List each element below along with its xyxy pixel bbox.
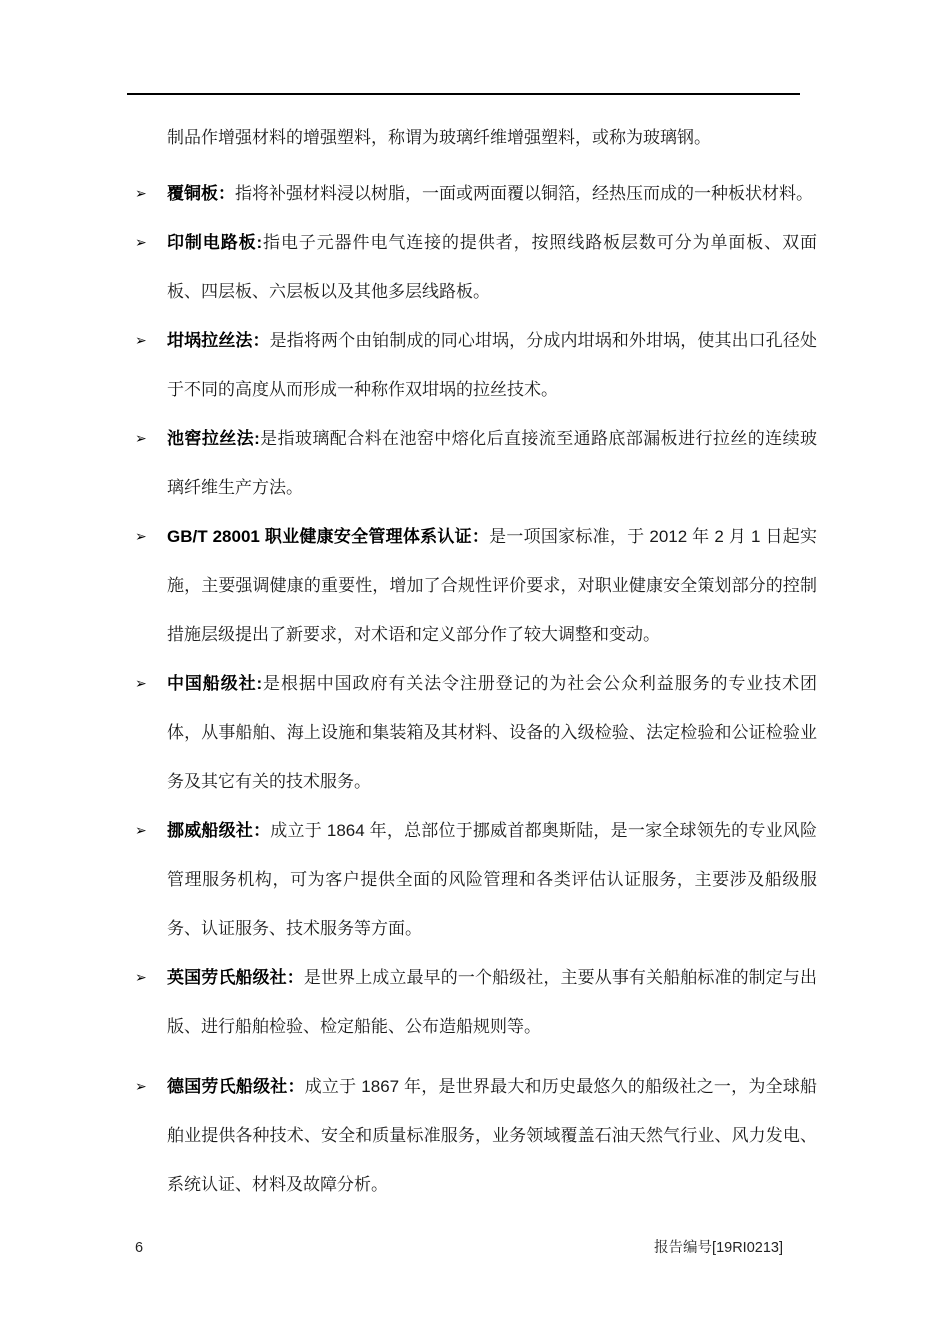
page-footer [135, 1236, 783, 1260]
arrow-bullet-icon: ➢ [135, 185, 147, 201]
glossary-item [135, 1062, 817, 1209]
glossary-term: 挪威船级社： [167, 821, 271, 840]
glossary-term: 英国劳氏船级社： [167, 968, 304, 987]
arrow-bullet-icon: ➢ [135, 675, 147, 691]
glossary-definition: 是世界上成立最早的一个船级社，主要从事有关船舶标准的制定与出版、进行船舶检验、检定船能、公布造船规则等。 [167, 968, 818, 1036]
glossary-definition: 是指玻璃配合料在池窑中熔化后直接流至通路底部漏板进行拉丝的连续玻璃纤维生产方法。 [167, 429, 817, 497]
glossary-term: 德国劳氏船级社： [167, 1077, 305, 1096]
glossary-definition: 指电子元器件电气连接的提供者，按照线路板层数可分为单面板、双面板、四层板、六层板以及其他多层线路板。 [167, 233, 817, 301]
glossary-term: 覆铜板： [167, 184, 235, 203]
glossary-list [135, 169, 817, 1209]
glossary-definition: 是一项国家标准，于 2012 年 2 月 1 日起实施，主要强调健康的重要性，增加了合规性评价要求，对职业健康安全策划部分的控制措施层级提出了新要求，对术语和定义部分作了较大调整和变动。 [167, 527, 817, 644]
arrow-bullet-icon: ➢ [135, 332, 147, 348]
arrow-bullet-icon: ➢ [135, 430, 147, 446]
paragraph-continuation: 制品作增强材料的增强塑料，称谓为玻璃纤维增强塑料，或称为玻璃钢。 [167, 128, 711, 147]
glossary-term: GB/T 28001 职业健康安全管理体系认证： [167, 527, 490, 546]
glossary-item [135, 169, 817, 218]
glossary-term: 池窖拉丝法: [167, 429, 260, 448]
glossary-term: 印制电路板: [167, 233, 263, 252]
glossary-definition: 成立于 1867 年，是世界最大和历史最悠久的船级社之一，为全球船舶业提供各种技术、安全和质量标准服务，业务领域覆盖石油天然气行业、风力发电、系统认证、材料及故障分析。 [167, 1077, 817, 1194]
glossary-item [135, 806, 817, 953]
arrow-bullet-icon: ➢ [135, 234, 147, 250]
glossary-definition: 指将补强材料浸以树脂，一面或两面覆以铜箔，经热压而成的一种板状材料。 [235, 184, 813, 203]
page-number: 6 [135, 1240, 144, 1256]
glossary-item [135, 414, 817, 512]
glossary-item [135, 512, 817, 659]
glossary-item [135, 218, 817, 316]
glossary-definition: 是指将两个由铂制成的同心坩埚，分成内坩埚和外坩埚，使其出口孔径处于不同的高度从而形成一种称作双坩埚的拉丝技术。 [167, 331, 818, 399]
glossary-term: 坩埚拉丝法： [167, 331, 270, 350]
glossary-item [135, 953, 817, 1051]
arrow-bullet-icon: ➢ [135, 528, 147, 544]
report-id: 报告编号[19RI0213] [654, 1240, 783, 1256]
glossary-item [135, 659, 817, 806]
arrow-bullet-icon: ➢ [135, 822, 147, 838]
glossary-definition: 成立于 1864 年，总部位于挪威首都奥斯陆，是一家全球领先的专业风险管理服务机构，可为客户提供全面的风险管理和各类评估认证服务，主要涉及船级服务、认证服务、技术服务等方面。 [167, 821, 818, 938]
arrow-bullet-icon: ➢ [135, 1078, 147, 1094]
glossary-item [135, 316, 817, 414]
arrow-bullet-icon: ➢ [135, 969, 147, 985]
header-rule [127, 93, 800, 95]
glossary-term: 中国船级社: [167, 674, 263, 693]
glossary-definition: 是根据中国政府有关法令注册登记的为社会公众利益服务的专业技术团体，从事船舶、海上设施和集装箱及其材料、设备的入级检验、法定检验和公证检验业务及其它有关的技术服务。 [167, 674, 817, 791]
document-body [135, 113, 817, 1209]
